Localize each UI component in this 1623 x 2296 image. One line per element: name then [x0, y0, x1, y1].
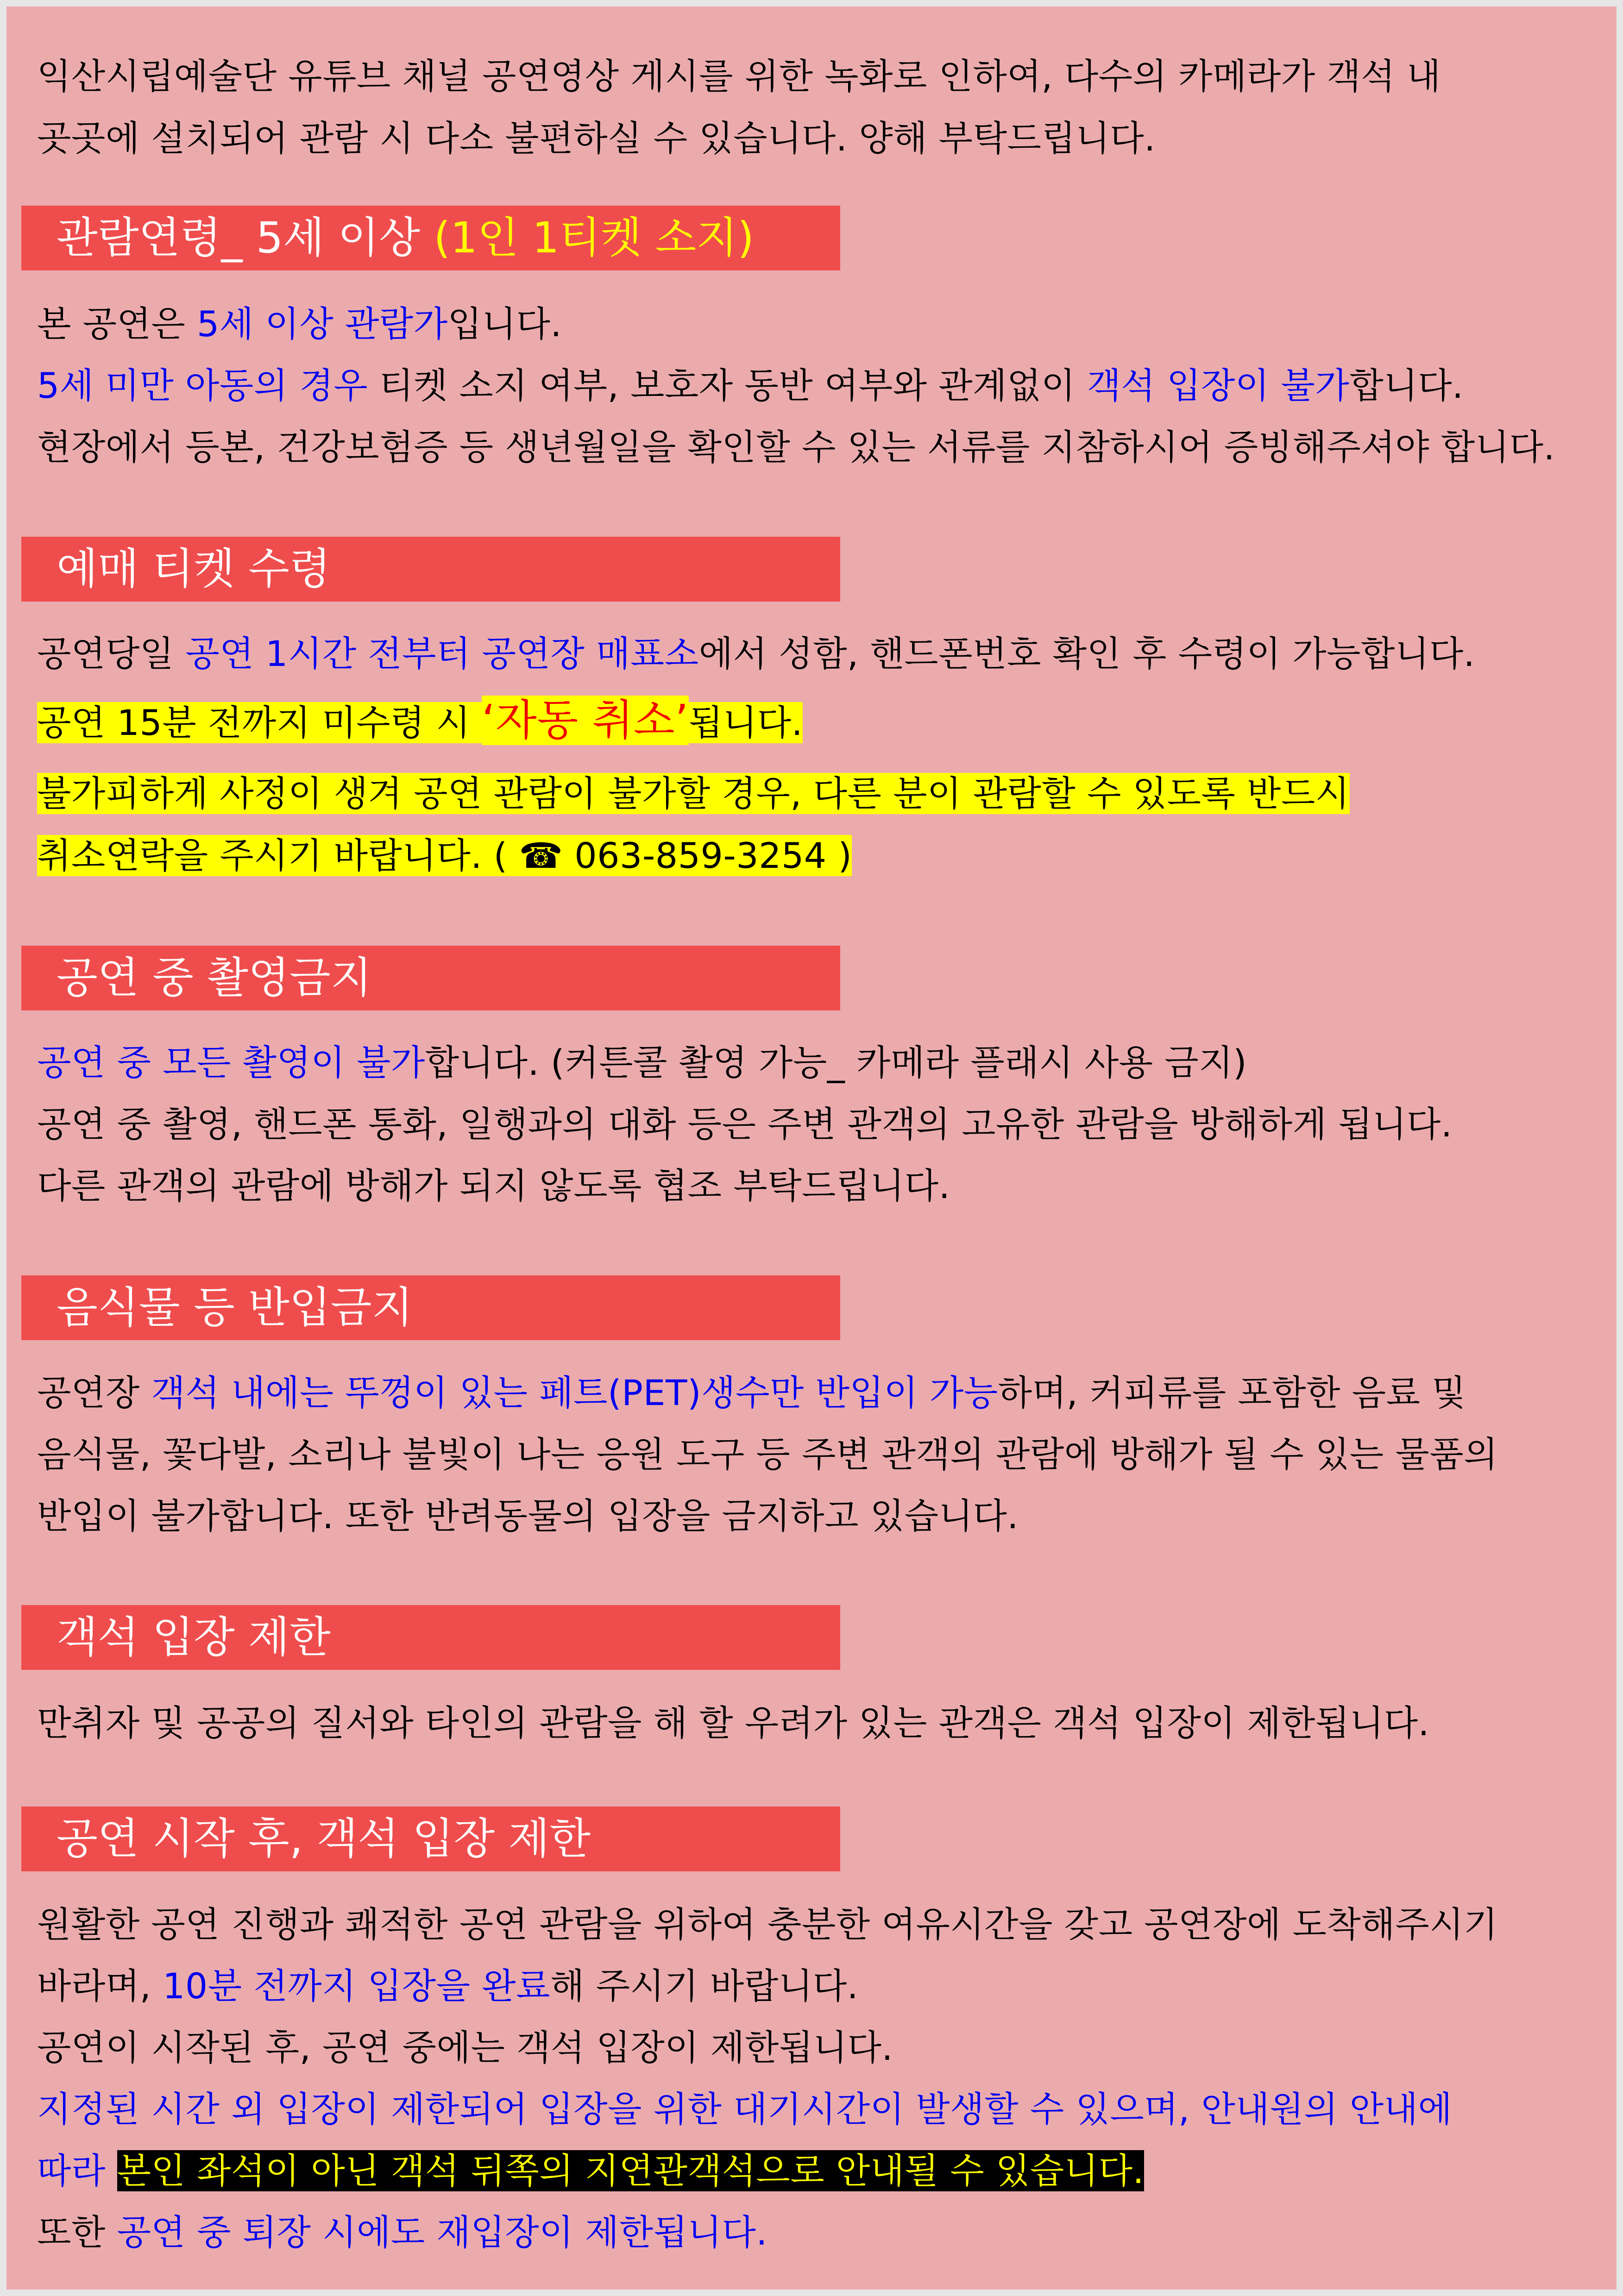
entry-line-1: 만취자 및 공공의 질서와 타인의 관람을 해 할 우려가 있는 관객은 객석 입장이 제한됩니다. — [37, 1702, 1430, 1744]
late-line-6: 또한 공연 중 퇴장 시에도 재입장이 제한됩니다. — [37, 2212, 768, 2253]
intro-line-1: 익산시립예술단 유튜브 채널 공연영상 게시를 위한 녹화로 인하여, 다수의 카메라가 객석 내 — [37, 56, 1441, 97]
section-title: 관람연령_ 5세 이상 — [57, 213, 434, 263]
delayed-seat-notice: 본인 좌석이 아닌 객석 뒤쪽의 지연관객석으로 안내될 수 있습니다. — [117, 2150, 1145, 2191]
auto-cancel-text: ‘자동 취소’ — [482, 696, 689, 745]
section-header-entry: 객석 입장 제한 — [21, 1605, 840, 1670]
section-header-food: 음식물 등 반입금지 — [21, 1275, 840, 1340]
age-line-2: 5세 미만 아동의 경우 티켓 소지 여부, 보호자 동반 여부와 관계없이 객석 입장이 불가합니다. — [37, 365, 1464, 406]
food-line-1: 공연장 객석 내에는 뚜껑이 있는 페트(PET)생수만 반입이 가능하며, 커피류를 포함한 음료 및 — [37, 1372, 1466, 1413]
ticket-line-2: 공연 15분 전까지 미수령 시 ‘자동 취소’됩니다. — [37, 696, 803, 745]
ticket-line-1: 공연당일 공연 1시간 전부터 공연장 매표소에서 성함, 핸드폰번호 확인 후 수령이 가능합니다. — [37, 633, 1475, 674]
late-line-4: 지정된 시간 외 입장이 제한되어 입장을 위한 대기시간이 발생할 수 있으며, 안내원의 안내에 — [37, 2089, 1453, 2130]
late-line-1: 원활한 공연 진행과 쾌적한 공연 관람을 위하여 충분한 여유시간을 갖고 공연장에 도착해주시기 — [37, 1904, 1498, 1945]
section-header-photo: 공연 중 촬영금지 — [21, 946, 840, 1010]
photo-line-1: 공연 중 모든 촬영이 불가합니다. (커튼콜 촬영 가능_ 카메라 플래시 사용 금지) — [37, 1042, 1247, 1083]
ticket-line-4: 취소연락을 주시기 바랍니다. ( ☎ 063-859-3254 ) — [37, 835, 852, 876]
photo-line-3: 다른 관객의 관람에 방해가 되지 않도록 협조 부탁드립니다. — [37, 1165, 950, 1206]
notice-page — [6, 6, 1617, 2290]
intro-line-2: 곳곳에 설치되어 관람 시 다소 불편하실 수 있습니다. 양해 부탁드립니다. — [37, 118, 1156, 159]
section-title-highlight: (1인 1티켓 소지) — [434, 213, 755, 263]
late-line-2: 바라며, 10분 전까지 입장을 완료해 주시기 바랍니다. — [37, 1965, 859, 2007]
food-line-2: 음식물, 꽃다발, 소리나 불빛이 나는 응원 도구 등 주변 관객의 관람에 방해가 될 수 있는 물품의 — [37, 1434, 1498, 1475]
age-line-1: 본 공연은 5세 이상 관람가입니다. — [37, 303, 562, 345]
age-line-3: 현장에서 등본, 건강보험증 등 생년월일을 확인할 수 있는 서류를 지참하시어 증빙해주셔야 합니다. — [37, 427, 1555, 468]
photo-line-2: 공연 중 촬영, 핸드폰 통화, 일행과의 대화 등은 주변 관객의 고유한 관람을 방해하게 됩니다. — [37, 1104, 1453, 1145]
phone-icon: ☎ — [519, 835, 563, 876]
section-header-age — [21, 206, 840, 270]
section-header-late: 공연 시작 후, 객석 입장 제한 — [21, 1807, 840, 1871]
section-header-ticket: 예매 티켓 수령 — [21, 537, 840, 602]
late-line-5: 따라 본인 좌석이 아닌 객석 뒤쪽의 지연관객석으로 안내될 수 있습니다. — [37, 2150, 1145, 2191]
food-line-3: 반입이 불가합니다. 또한 반려동물의 입장을 금지하고 있습니다. — [37, 1495, 1019, 1537]
phone-number: 063-859-3254 ) — [563, 835, 852, 876]
ticket-line-3: 불가피하게 사정이 생겨 공연 관람이 불가할 경우, 다른 분이 관람할 수 있도록 반드시 — [37, 773, 1350, 814]
late-line-3: 공연이 시작된 후, 공연 중에는 객석 입장이 제한됩니다. — [37, 2027, 893, 2068]
